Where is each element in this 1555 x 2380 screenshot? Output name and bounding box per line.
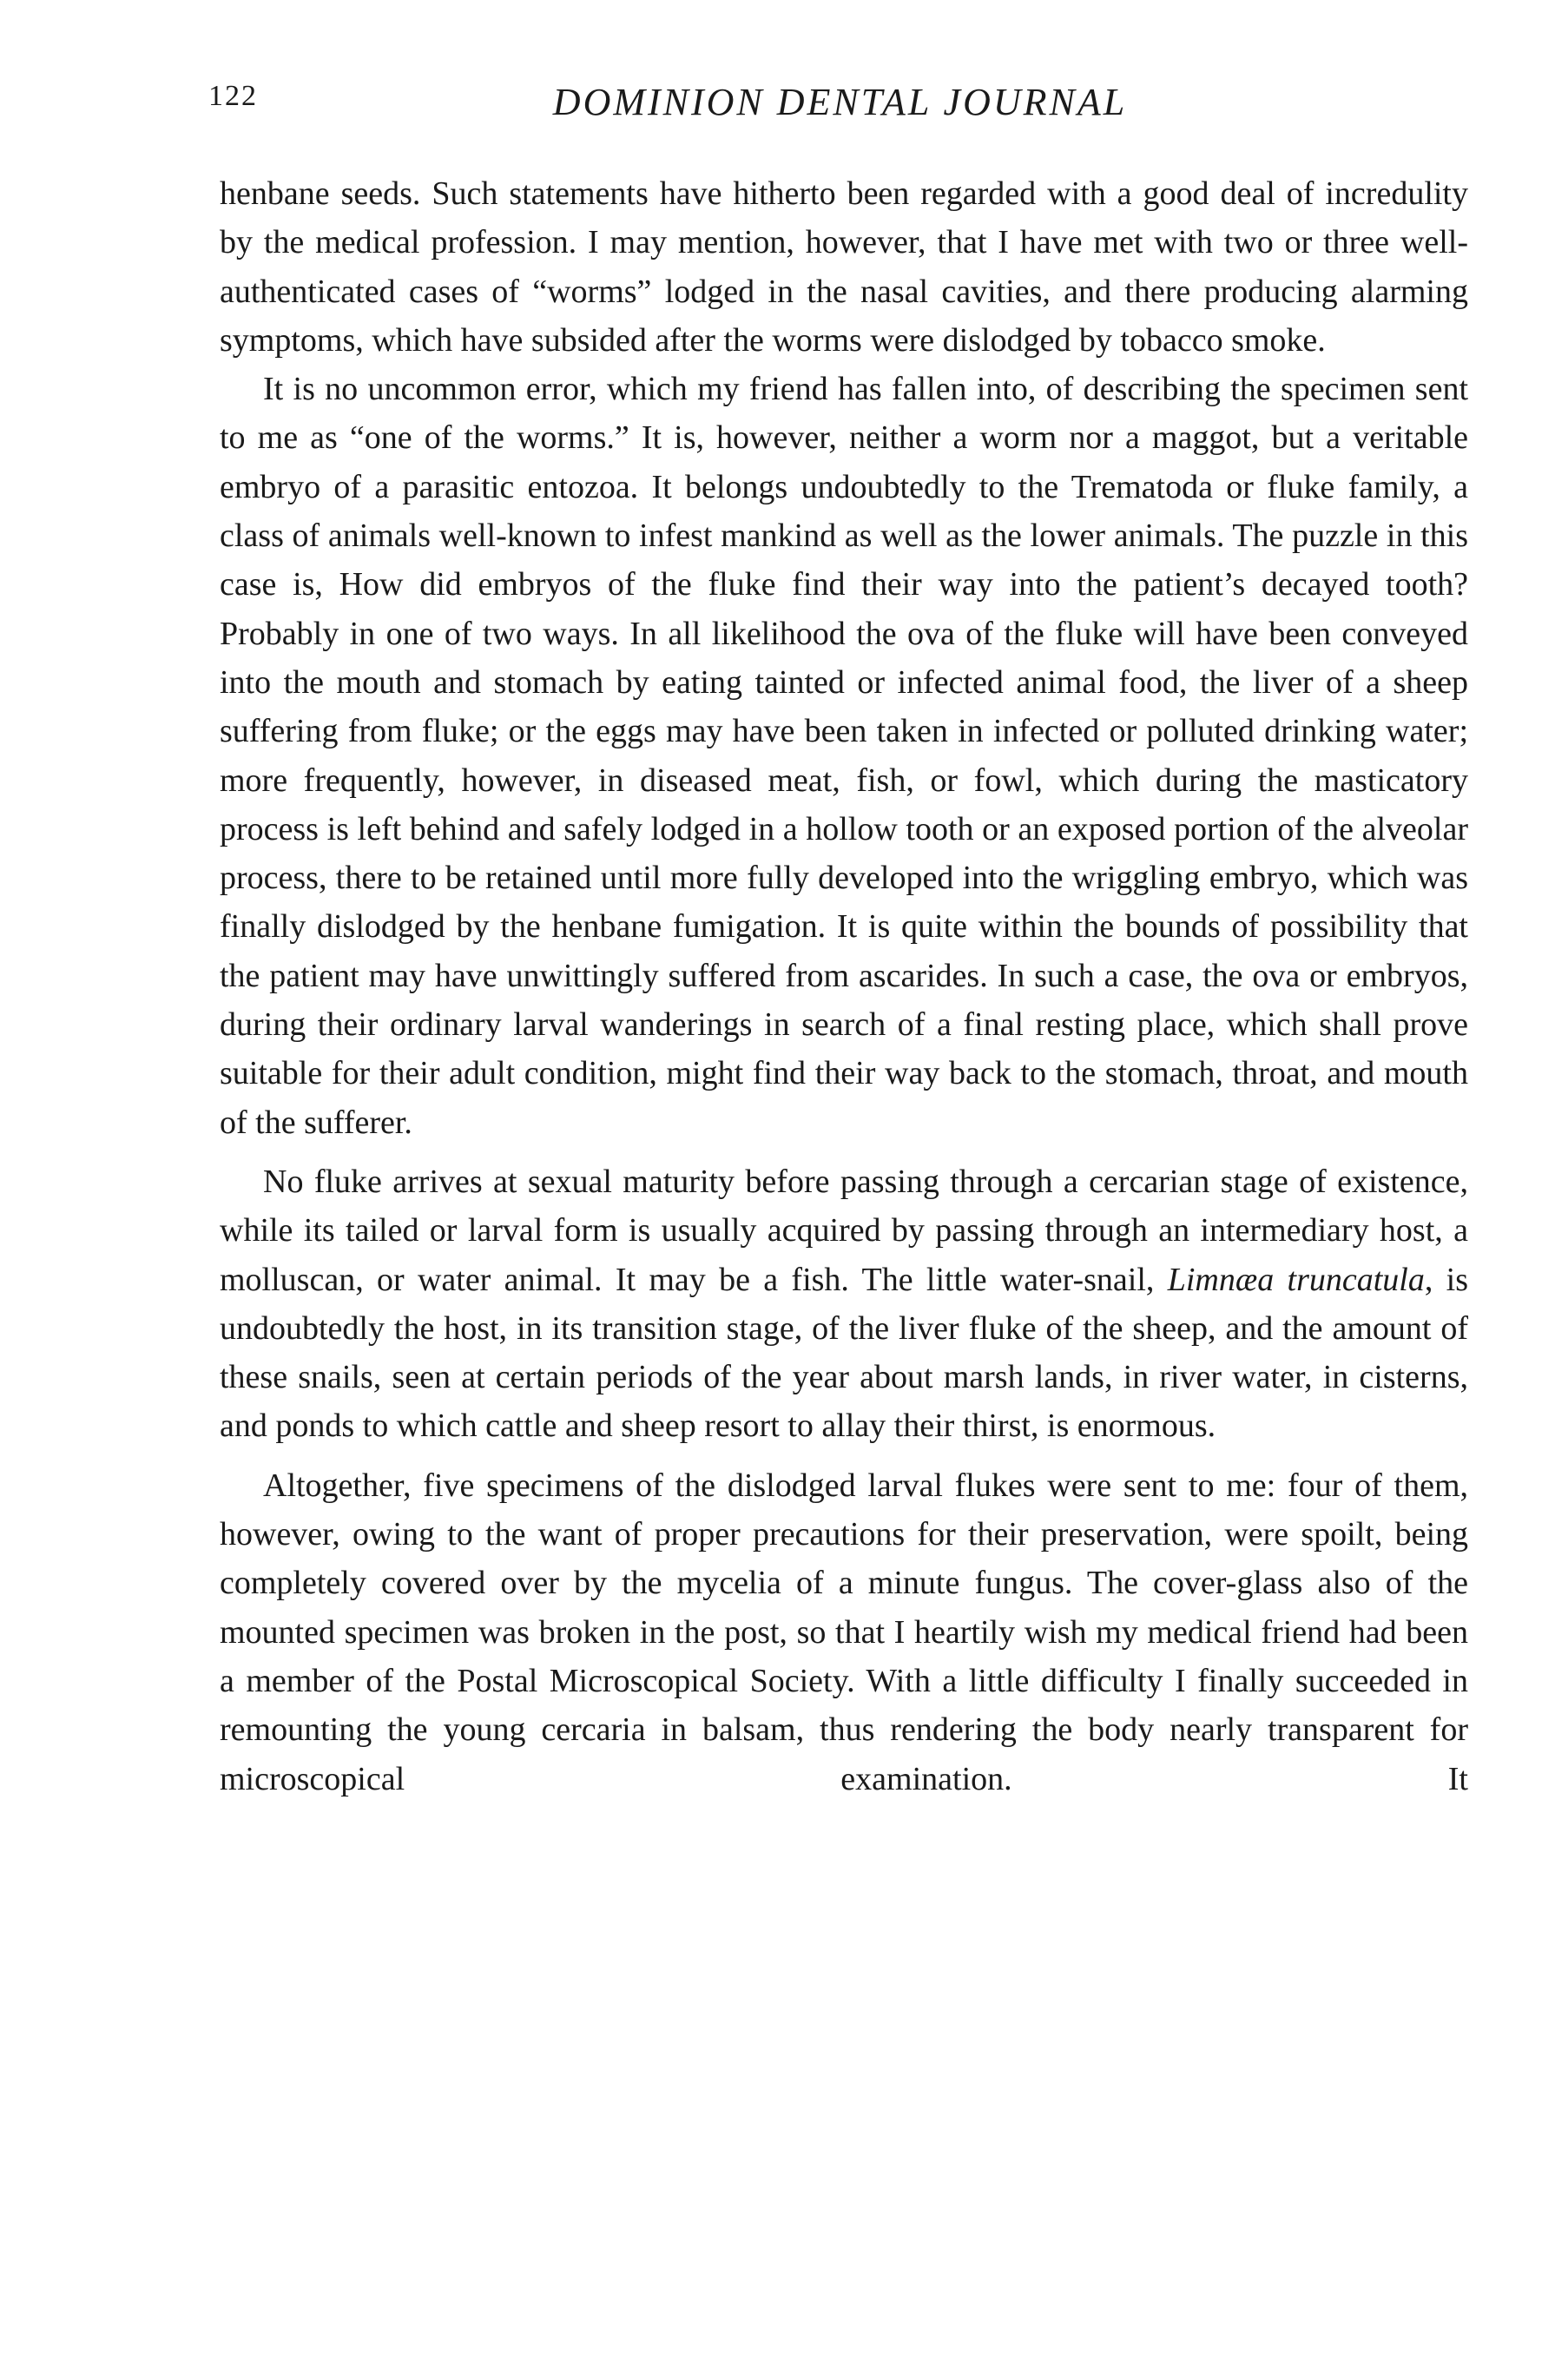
paragraph-1: henbane seeds. Such statements have hitherto been regarded with a good deal of incredulity by the medical profession. I may mention, however, that I have met with two or three well-authenticated cases of “worms” lodged in the nasal cavities, and there producing alarming symptoms, which have subsided after the worms were dislodged by tobacco smoke. (220, 175, 1468, 359)
running-head (208, 80, 1472, 132)
species-name: Limnæa truncatula (1167, 1261, 1425, 1298)
paragraph-3-text-before: No fluke arrives at sexual maturity before passing through a cercarian stage of existence, while its tailed or larval form is usually acquired by passing through an intermediary host, a molluscan, or water animal. It may be a fish. The little water-snail, (220, 1163, 1468, 1298)
paragraph-4: Altogether, five specimens of the dislodged larval flukes were sent to me: four of them, however, owing to the want of proper precautions for their preservation, were spoilt, being completely covered over by the mycelia of a minute fungus. The cover-glass also of the mounted specimen was broken in the post, so that I heartily wish my medical friend had been a member of the Postal Microscopical Society. With a little difficulty I finally succeeded in remounting the young cercaria in balsam, thus rendering the body nearly transparent for microscopical examination. It (220, 1467, 1468, 1797)
journal-title: DOMINION DENTAL JOURNAL (552, 81, 1128, 123)
paragraph-3-text-after: , is undoubtedly the host, in its transition stage, of the liver fluke of the sheep, and the amount of these snails, seen at certain periods of the year about marsh lands, in river water, in cisterns, and ponds to which cattle and sheep resort to allay their thirst, is enormous. (220, 1261, 1468, 1445)
article-body (220, 169, 1468, 1803)
paragraph-3 (220, 1157, 1468, 1451)
page-number: 122 (208, 80, 258, 112)
paragraph-2: It is no uncommon error, which my friend has fallen into, of describing the specimen sent to me as “one of the worms.” It is, however, neither a worm nor a maggot, but a veritable embryo of a parasitic entozoa. It belongs undoubtedly to the Trematoda or fluke family, a class of animals well-known to infest mankind as well as the lower animals. The puzzle in this case is, How did embryos of the fluke find their way into the patient’s decayed tooth? Probably in one of two ways. In all likelihood the ova of the fluke will have been conveyed into the mouth and stomach by eating tainted or infected animal food, the liver of a sheep suffering from fluke; or the eggs may have been taken in infected or polluted drinking water; more frequently, however, in diseased meat, fish, or fowl, which during the masticatory process is left behind and safely lodged in a hollow tooth or an exposed portion of the alveolar process, there to be retained until more fully developed into the wriggling embryo, which was finally dislodged by the henbane fumigation. It is quite within the bounds of possibility that the patient may have unwittingly suffered from ascarides. In such a case, the ova or embryos, during their ordinary larval wanderings in search of a final resting place, which shall prove suitable for their adult condition, might find their way back to the stomach, throat, and mouth of the sufferer. (220, 371, 1468, 1141)
